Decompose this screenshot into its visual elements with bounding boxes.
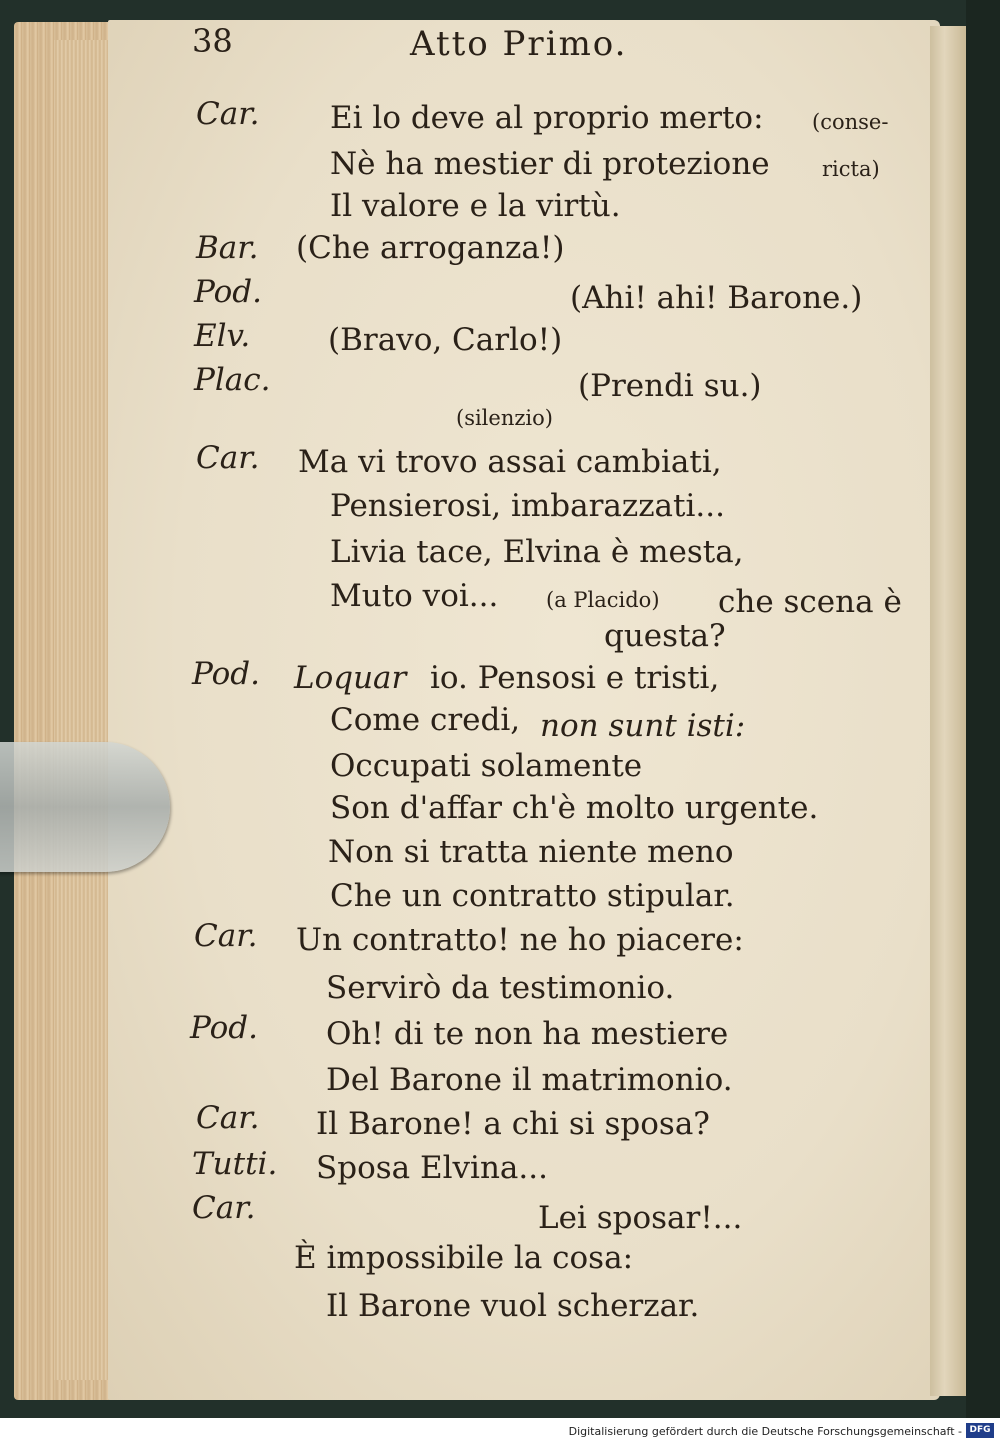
verse-line: Il valore e la virtù. bbox=[330, 188, 621, 224]
verse-line: Ei lo deve al proprio merto: bbox=[330, 100, 764, 136]
verse-line: Oh! di te non ha mestiere bbox=[326, 1016, 729, 1052]
verse-line: Pensierosi, imbarazzati... bbox=[330, 488, 725, 524]
speaker: Pod. bbox=[190, 1010, 258, 1046]
page-number: 38 bbox=[192, 22, 233, 60]
speaker: Car. bbox=[194, 918, 258, 954]
stage-direction: (a Placido) bbox=[546, 588, 660, 612]
verse-line: Un contratto! ne ho piacere: bbox=[296, 922, 744, 958]
verse-line: Che un contratto stipular. bbox=[330, 878, 735, 914]
verse-line: io. Pensosi e tristi, bbox=[430, 660, 720, 696]
verse-line: Muto voi... bbox=[330, 578, 499, 614]
verse-line: Come credi, bbox=[330, 702, 521, 738]
digitization-credit: Digitalisierung gefördert durch die Deutsche Forschungsgemeinschaft - bbox=[568, 1425, 962, 1438]
verse-line: Lei sposar!... bbox=[538, 1200, 743, 1236]
speaker: Elv. bbox=[194, 318, 251, 354]
verse-line: che scena è bbox=[718, 584, 902, 620]
speaker: Car. bbox=[196, 1100, 260, 1136]
dfg-logo: DFG bbox=[966, 1423, 994, 1438]
speaker: Car. bbox=[196, 440, 260, 476]
verse-line-latin: non sunt isti: bbox=[540, 708, 746, 744]
verse-line: Occupati solamente bbox=[330, 748, 643, 784]
verse-line: Sposa Elvina... bbox=[316, 1150, 548, 1186]
speaker: Car. bbox=[192, 1190, 256, 1226]
verse-line: (Ahi! ahi! Barone.) bbox=[570, 280, 863, 316]
speaker: Pod. bbox=[194, 274, 262, 310]
speaker: Tutti. bbox=[192, 1146, 278, 1182]
verse-line: Servirò da testimonio. bbox=[326, 970, 675, 1006]
speaker: Car. bbox=[196, 96, 260, 132]
verse-line: Ma vi trovo assai cambiati, bbox=[298, 444, 722, 480]
verse-line-latin: Loquar bbox=[294, 660, 407, 696]
verse-line: (Prendi su.) bbox=[578, 368, 762, 404]
speaker: Pod. bbox=[192, 656, 260, 692]
verse-line: Il Barone vuol scherzar. bbox=[326, 1288, 700, 1324]
verse-line: Il Barone! a chi si sposa? bbox=[316, 1106, 710, 1142]
verse-line: (Bravo, Carlo!) bbox=[328, 322, 563, 358]
verse-line: Nè ha mestier di protezione bbox=[330, 146, 770, 182]
verse-line: Non si tratta niente meno bbox=[328, 834, 734, 870]
stage-direction: (conse- bbox=[812, 110, 889, 134]
verse-line: Del Barone il matrimonio. bbox=[326, 1062, 733, 1098]
page-title: Atto Primo. bbox=[410, 24, 628, 64]
verse-line: (Che arroganza!) bbox=[296, 230, 565, 266]
stage-direction: (silenzio) bbox=[456, 406, 553, 430]
stage-direction: ricta) bbox=[822, 157, 880, 181]
verse-line: questa? bbox=[604, 618, 726, 654]
verse-line: Livia tace, Elvina è mesta, bbox=[330, 534, 744, 570]
verse-line: Son d'affar ch'è molto urgente. bbox=[330, 790, 819, 826]
speaker: Plac. bbox=[194, 362, 271, 398]
speaker: Bar. bbox=[196, 230, 259, 266]
verse-line: È impossibile la cosa: bbox=[294, 1240, 634, 1276]
